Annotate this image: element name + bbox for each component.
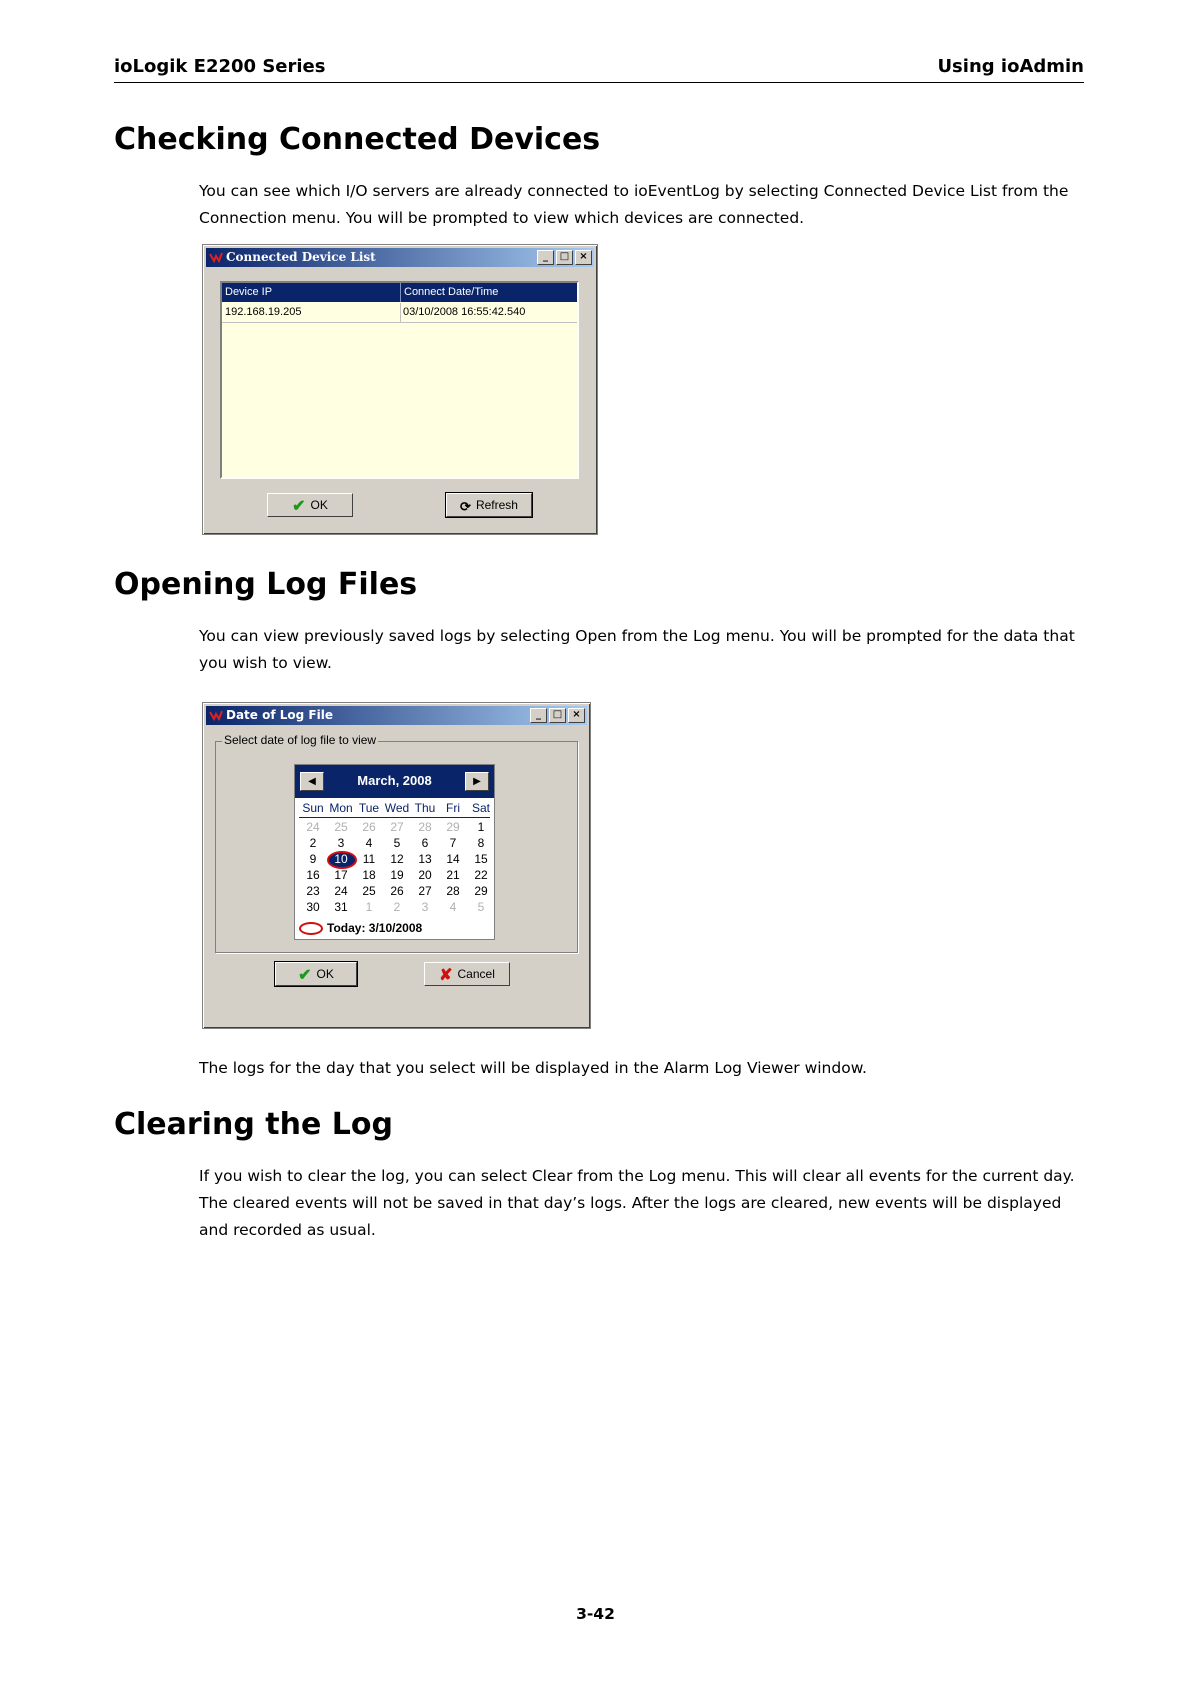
- calendar-day[interactable]: 3: [337, 836, 345, 850]
- weekday-label: Sat: [471, 801, 490, 815]
- calendar-day[interactable]: 8: [477, 836, 485, 850]
- calendar-day[interactable]: 4: [365, 836, 373, 850]
- calendar-day[interactable]: 15: [474, 852, 488, 866]
- calendar-day[interactable]: 31: [334, 900, 348, 914]
- weekday-label: Thu: [414, 801, 436, 815]
- refresh-button-label: Refresh: [475, 498, 518, 512]
- ok-button[interactable]: [275, 962, 357, 986]
- weekday-label: Mon: [329, 801, 353, 815]
- calendar-day[interactable]: 24: [334, 884, 348, 898]
- section-paragraph-connected-devices: You can see which I/O servers are already connected to ioEventLog by selecting Connected Device List from the Connection menu. You will be prompted to view which devices are connected.: [199, 182, 1069, 227]
- today-indicator[interactable]: [299, 921, 422, 935]
- section-paragraph-after-dialog: The logs for the day that you select will be displayed in the Alarm Log Viewer window.: [199, 1059, 867, 1077]
- calendar-day[interactable]: 30: [306, 900, 320, 914]
- section-title-clearing-the-log: Clearing the Log: [114, 1107, 393, 1142]
- dialog-titlebar: [206, 248, 594, 267]
- calendar-day[interactable]: 20: [418, 868, 432, 882]
- calendar-day[interactable]: 4: [449, 900, 457, 914]
- header-product-title: ioLogik E2200 Series: [114, 56, 326, 77]
- cell-connect-datetime: 03/10/2008 16:55:42.540: [403, 306, 526, 318]
- close-icon[interactable]: ×: [575, 250, 592, 265]
- weekday-label: Tue: [358, 801, 380, 815]
- cross-icon: ✘: [439, 967, 453, 984]
- cell-device-ip: 192.168.19.205: [225, 306, 302, 318]
- groupbox-label: Select date of log file to view: [224, 733, 377, 747]
- device-list-header: [222, 283, 577, 302]
- today-label: Today: 3/10/2008: [327, 921, 423, 935]
- weekday-underline: [299, 817, 490, 818]
- minimize-icon[interactable]: _: [530, 708, 547, 723]
- calendar-header: [295, 765, 494, 798]
- page-header: [114, 56, 1084, 83]
- calendar-day[interactable]: 11: [362, 852, 376, 866]
- cancel-button[interactable]: [424, 962, 510, 986]
- device-list-view[interactable]: [220, 281, 579, 479]
- calendar-day[interactable]: 25: [334, 820, 348, 834]
- refresh-icon: ⟳: [460, 499, 471, 514]
- month-calendar[interactable]: [294, 764, 495, 940]
- calendar-day[interactable]: 2: [309, 836, 317, 850]
- page-number: 3-42: [576, 1605, 615, 1623]
- calendar-day[interactable]: 13: [418, 852, 432, 866]
- header-chapter-title: Using ioAdmin: [937, 56, 1084, 77]
- section-title-checking-connected-devices: Checking Connected Devices: [114, 122, 601, 157]
- connected-device-list-dialog: [202, 244, 598, 535]
- calendar-day[interactable]: 5: [477, 900, 485, 914]
- calendar-day[interactable]: 1: [365, 900, 373, 914]
- calendar-day[interactable]: 29: [474, 884, 488, 898]
- calendar-day[interactable]: 19: [390, 868, 404, 882]
- maximize-icon[interactable]: □: [549, 708, 566, 723]
- calendar-day[interactable]: 28: [418, 820, 432, 834]
- calendar-day[interactable]: 24: [306, 820, 320, 834]
- section-paragraph-clearing-the-log: If you wish to clear the log, you can select Clear from the Log menu. This will clear all events for the current day. The cleared events will not be saved in that day’s logs. After the logs are cleared, new events will be displayed and recorded as usual.: [199, 1167, 1075, 1239]
- window-controls: [535, 250, 592, 265]
- cancel-button-label: Cancel: [457, 967, 495, 981]
- calendar-day[interactable]: 12: [390, 852, 404, 866]
- close-icon[interactable]: ×: [568, 708, 585, 723]
- calendar-day[interactable]: 27: [390, 820, 404, 834]
- ok-button-label: OK: [310, 498, 328, 512]
- calendar-day[interactable]: 9: [309, 852, 317, 866]
- calendar-day[interactable]: 27: [418, 884, 432, 898]
- column-header-device-ip[interactable]: Device IP: [225, 286, 273, 298]
- calendar-day[interactable]: 14: [446, 852, 460, 866]
- calendar-day[interactable]: 3: [421, 900, 429, 914]
- column-header-connect-datetime[interactable]: Connect Date/Time: [400, 283, 577, 302]
- select-date-groupbox: [215, 733, 578, 953]
- dialog-title: Connected Device List: [226, 250, 376, 264]
- ok-button-label: OK: [316, 967, 334, 981]
- calendar-day[interactable]: 7: [449, 836, 457, 850]
- calendar-day[interactable]: 2: [393, 900, 401, 914]
- window-controls: [528, 708, 585, 723]
- weekday-label: Wed: [384, 801, 410, 815]
- calendar-month-title[interactable]: March, 2008: [357, 773, 432, 788]
- calendar-day[interactable]: 23: [306, 884, 320, 898]
- moxa-app-icon: [209, 250, 223, 264]
- calendar-day[interactable]: 1: [477, 820, 485, 834]
- calendar-day[interactable]: 6: [421, 836, 429, 850]
- calendar-day[interactable]: 21: [446, 868, 460, 882]
- calendar-day[interactable]: 25: [362, 884, 376, 898]
- dialog-title: Date of Log File: [226, 708, 333, 722]
- ok-button[interactable]: [267, 493, 353, 517]
- weekday-label: Fri: [446, 801, 460, 815]
- dialog-titlebar: [206, 706, 587, 725]
- section-title-opening-log-files: Opening Log Files: [114, 567, 418, 602]
- next-month-button[interactable]: ▶: [465, 772, 489, 791]
- prev-month-button[interactable]: ◀: [300, 772, 324, 791]
- checkmark-icon: ✔: [298, 967, 312, 984]
- today-circle-icon: [299, 922, 323, 935]
- calendar-day[interactable]: 18: [362, 868, 376, 882]
- calendar-day[interactable]: 29: [446, 820, 460, 834]
- calendar-day[interactable]: 17: [334, 868, 348, 882]
- calendar-day[interactable]: 26: [390, 884, 404, 898]
- column-divider: [400, 303, 401, 323]
- moxa-app-icon: [209, 708, 223, 722]
- refresh-button[interactable]: [446, 493, 532, 517]
- weekday-label: Sun: [302, 801, 324, 815]
- calendar-day[interactable]: 22: [474, 868, 488, 882]
- calendar-day[interactable]: 26: [362, 820, 376, 834]
- calendar-day[interactable]: 28: [446, 884, 460, 898]
- calendar-day[interactable]: 10: [334, 852, 348, 866]
- maximize-icon[interactable]: □: [556, 250, 573, 265]
- minimize-icon[interactable]: _: [537, 250, 554, 265]
- checkmark-icon: ✔: [292, 498, 306, 515]
- section-paragraph-opening-log-files: You can view previously saved logs by selecting Open from the Log menu. You will be prompted for the data that you wish to view.: [199, 627, 1075, 672]
- date-of-log-file-dialog: [202, 702, 591, 1029]
- calendar-day[interactable]: 16: [306, 868, 320, 882]
- calendar-day[interactable]: 5: [393, 836, 401, 850]
